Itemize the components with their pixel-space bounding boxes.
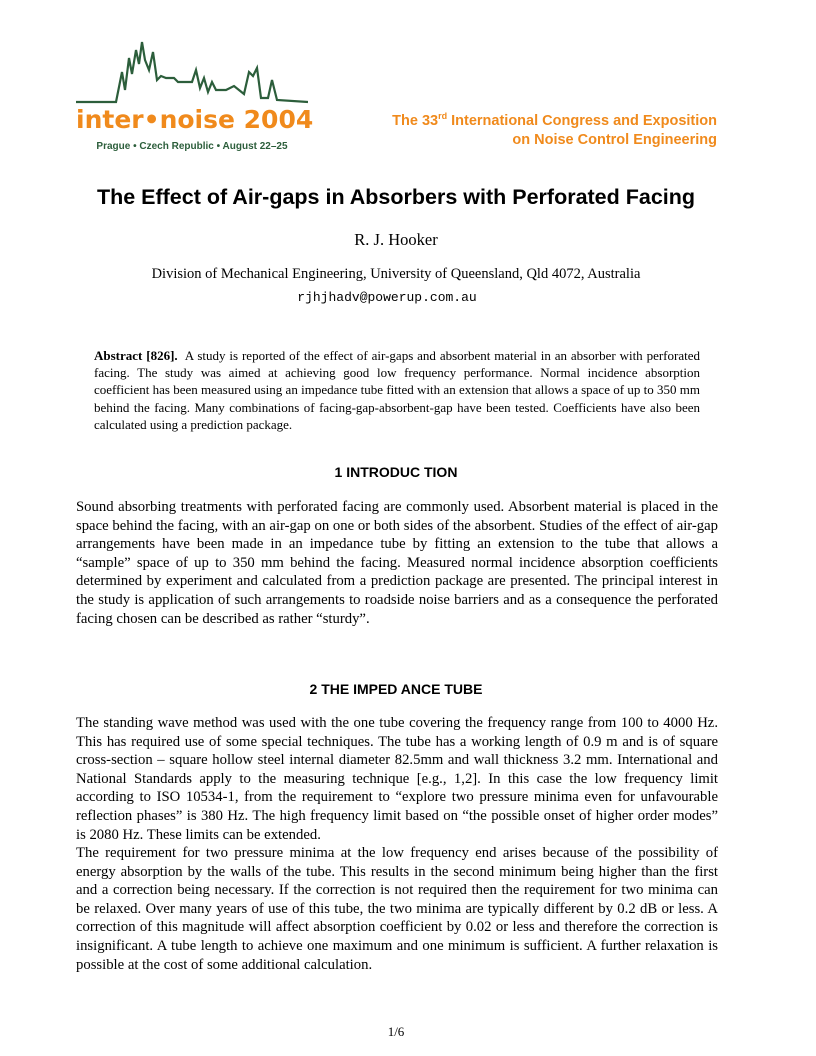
section-heading-impedance-tube: 2 THE IMPED ANCE TUBE xyxy=(309,681,483,697)
congress-name xyxy=(392,107,717,150)
introduction-paragraph: Sound absorbing treatments with perforated facing are commonly used. Absorbent material is placed in the space behind the facing, with an air-gap on one or both sides of the absorbent. Studies of the effect of air-gap arrangements have been made in an impedance tube by fitting an extension to the tube that allows a “sample” space of up to 350 mm behind the facing. Measured normal incidence absorption coefficients determined by experiment and calculated from a prediction package are presented. The principal interest in the study is application of such arrangements to roadside noise barriers and as a consequence the perforated facing chosen can be described as rather “sturdy”. xyxy=(76,499,718,627)
impedance-tube-paragraph-2: The requirement for two pressure minima at the low frequency end arises because of the possibility of energy absorption by the walls of the tube. This results in the second minimum being higher than the first and a correction being necessary. If the correction is not required then the requirement for two minima can be relaxed. Over many years of use of this tube, the two minima are typically different by 0.2 dB or less. A correction of this magnitude will affect absorption coefficient by 0.02 or less and therefore the correction is insignificant. A tube length to achieve one maximum and one minimum is sufficient. A further relaxation is possible at the cost of some additional calculation. xyxy=(76,845,718,973)
abstract-text: A study is reported of the effect of air-gaps and absorbent material in an absorber with perforated facing. The study was aimed at achieving good low frequency performance. Normal incidence absorption coefficient has been measured using an impedance tube fitted with an extension that allows a space of up to 350 mm behind the facing. Many combinations of facing-gap-absorbent-gap have been tested. Coefficients have also been calculated using a prediction package. xyxy=(94,348,700,432)
paper-title: The Effect of Air-gaps in Absorbers with Perforated Facing xyxy=(96,185,696,209)
abstract xyxy=(94,347,700,433)
skyline-graphic xyxy=(76,36,308,106)
author-email[interactable]: rjhjhadv@powerup.com.au xyxy=(297,290,477,305)
impedance-tube-paragraph-1: The standing wave method was used with the one tube covering the frequency range from 100 to 4000 Hz. This has required use of some special techniques. The tube has a working length of 0.9 m and is of square cross-section – square hollow steel internal diameter 82.5mm and wall thickness 3.2 mm. International and National Standards apply to the measuring technique [e.g., 1,2]. In this case the low frequency limit according to ISO 10534-1, from the requirement to “explore two pressure minima even for unfavourable reflection phases” is 380 Hz. The high frequency limit based on “the possible onset of higher order modes” is 2080 Hz. These limits can be extended. xyxy=(76,715,718,843)
abstract-label: Abstract [826]. xyxy=(94,348,178,363)
congress-line-2: on Noise Control Engineering xyxy=(512,132,717,148)
logo-subtitle: Prague • Czech Republic • August 22–25 xyxy=(96,141,288,152)
conference-logo xyxy=(76,36,314,156)
page-number: 1/6 xyxy=(387,1024,405,1039)
logo-wordmark: inter•noise 2004 xyxy=(76,105,314,134)
section-heading-introduction: 1 INTRODUC TION xyxy=(334,464,458,480)
congress-line-1: The 33rd International Congress and Exposition xyxy=(392,111,717,129)
author-name: R. J. Hooker xyxy=(354,230,438,249)
author-affiliation: Division of Mechanical Engineering, University of Queensland, Qld 4072, Australia xyxy=(151,266,641,282)
